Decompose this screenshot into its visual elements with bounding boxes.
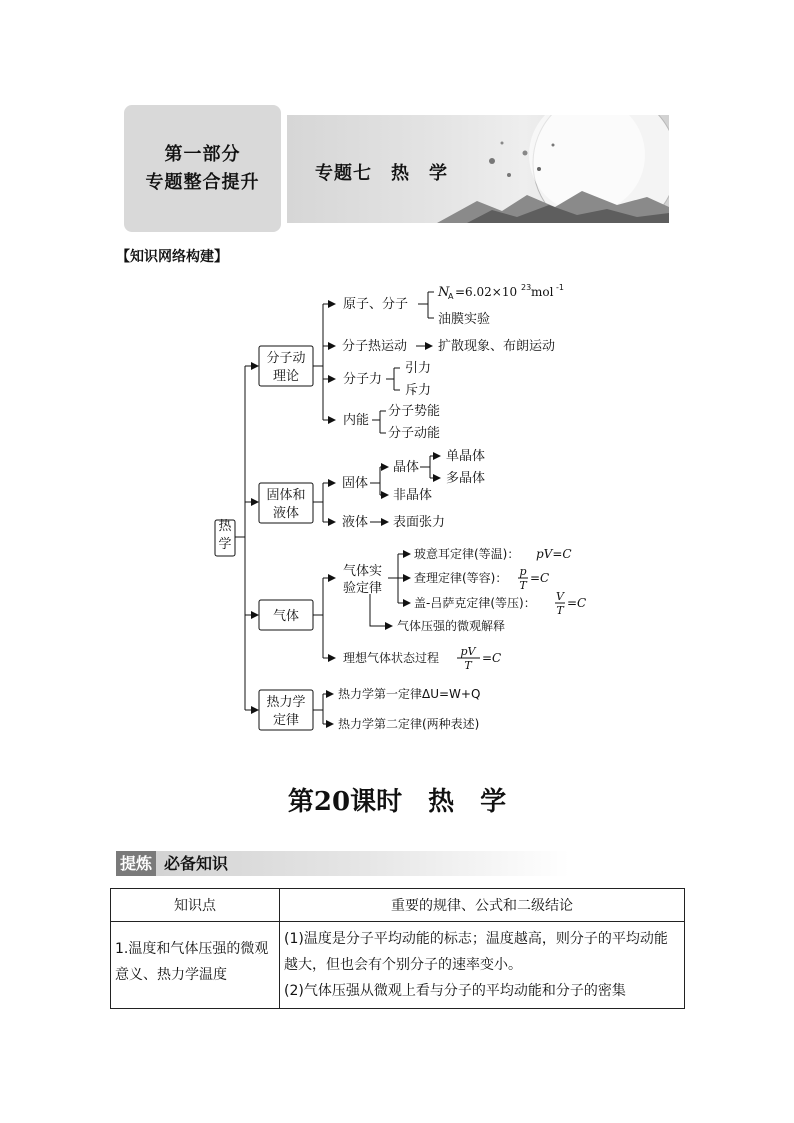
ideal-num: pV — [460, 645, 476, 658]
lesson-title: 第20课时 热 学 — [287, 787, 507, 817]
poly-crystal: 多晶体 — [446, 471, 486, 486]
kinetic-label-2: 理论 — [272, 369, 300, 384]
solid: 固体 — [342, 476, 369, 491]
gay-rhs: =C — [567, 596, 587, 610]
diffusion: 扩散现象、布朗运动 — [438, 339, 556, 354]
charles-rhs: =C — [530, 571, 550, 585]
table-header-content: 重要的规律、公式和二级结论 — [280, 889, 685, 922]
boyle-law: 玻意耳定律(等温)： — [414, 547, 520, 561]
table-header-point: 知识点 — [111, 889, 280, 922]
avogadro-exp: 23 — [521, 283, 532, 292]
boyle-eq: pV=C — [536, 547, 572, 561]
point-text: 1.温度和气体压强的微观意义、热力学温度 — [115, 941, 269, 983]
part-subtitle: 专题整合提升 — [145, 171, 260, 193]
gay-den: T — [556, 604, 564, 617]
avogadro-value: =6.02×10 — [455, 285, 518, 299]
oil-film: 油膜实验 — [438, 312, 491, 327]
ideal-gas: 理想气体状态过程 — [343, 651, 440, 665]
section-bar — [116, 851, 570, 876]
kinetic-label-1: 分子动 — [266, 351, 306, 366]
solid-liquid-label-2: 液体 — [272, 506, 300, 521]
avogadro-unit-exp: -1 — [556, 283, 564, 292]
table-cell-content — [280, 922, 685, 1009]
liquid: 液体 — [342, 515, 369, 530]
single-crystal: 单晶体 — [446, 449, 486, 464]
avogadro-unit: mol — [531, 285, 554, 299]
ideal-den: T — [464, 659, 472, 672]
micro-explain: 气体压强的微观解释 — [397, 619, 506, 633]
section-bar-tag: 提炼 — [116, 851, 156, 876]
kinetic-energy: 分子动能 — [388, 426, 441, 441]
thermo-label-2: 定律 — [272, 713, 300, 728]
surface-tension: 表面张力 — [393, 515, 446, 530]
thermal-motion: 分子热运动 — [342, 339, 408, 354]
root-label-2: 学 — [218, 537, 232, 552]
gas-laws-1: 气体实 — [343, 564, 383, 579]
atoms-molecules: 原子、分子 — [343, 297, 409, 312]
thermo-label-1: 热力学 — [266, 695, 306, 710]
table-header-row — [111, 889, 685, 922]
root-label-1: 热 — [218, 519, 232, 534]
ideal-rhs: =C — [482, 651, 502, 665]
charles-law: 查理定律(等容)： — [414, 571, 508, 585]
section-bar-title: 必备知识 — [164, 854, 229, 873]
gay-num: V — [556, 590, 564, 603]
content-item-2: (2)气体压强从微观上看与分子的平均动能和分子的密集 — [284, 983, 626, 999]
charles-den: T — [519, 579, 527, 592]
first-law: 热力学第一定律ΔU=W+Q — [338, 687, 481, 701]
gas-laws-2: 验定律 — [343, 581, 383, 596]
avogadro-sub: A — [448, 292, 454, 301]
solid-liquid-label-1: 固体和 — [266, 488, 306, 503]
section-label: 【知识网络构建】 — [116, 249, 228, 265]
repulsion: 斥力 — [405, 383, 432, 398]
molecular-force: 分子力 — [343, 372, 383, 387]
part-title: 第一部分 — [164, 143, 241, 165]
attraction: 引力 — [405, 361, 432, 376]
table-cell-point — [111, 922, 280, 1009]
gay-lussac-law: 盖-吕萨克定律(等压)： — [414, 596, 536, 610]
avogadro-symbol: N — [438, 285, 450, 300]
second-law: 热力学第二定律(两种表述) — [338, 717, 480, 731]
knowledge-table — [110, 888, 685, 1009]
charles-num: p — [519, 565, 527, 578]
potential-energy: 分子势能 — [388, 404, 441, 419]
gas-label: 气体 — [272, 609, 300, 624]
amorphous: 非晶体 — [393, 488, 433, 503]
content-item-1: (1)温度是分子平均动能的标志；温度越高，则分子的平均动能越大，但也会有个别分子的速率变小。 — [284, 931, 668, 973]
table-row — [111, 922, 685, 1009]
internal-energy: 内能 — [343, 413, 370, 428]
crystal: 晶体 — [393, 460, 420, 475]
topic-title: 专题七 热 学 — [315, 163, 448, 184]
